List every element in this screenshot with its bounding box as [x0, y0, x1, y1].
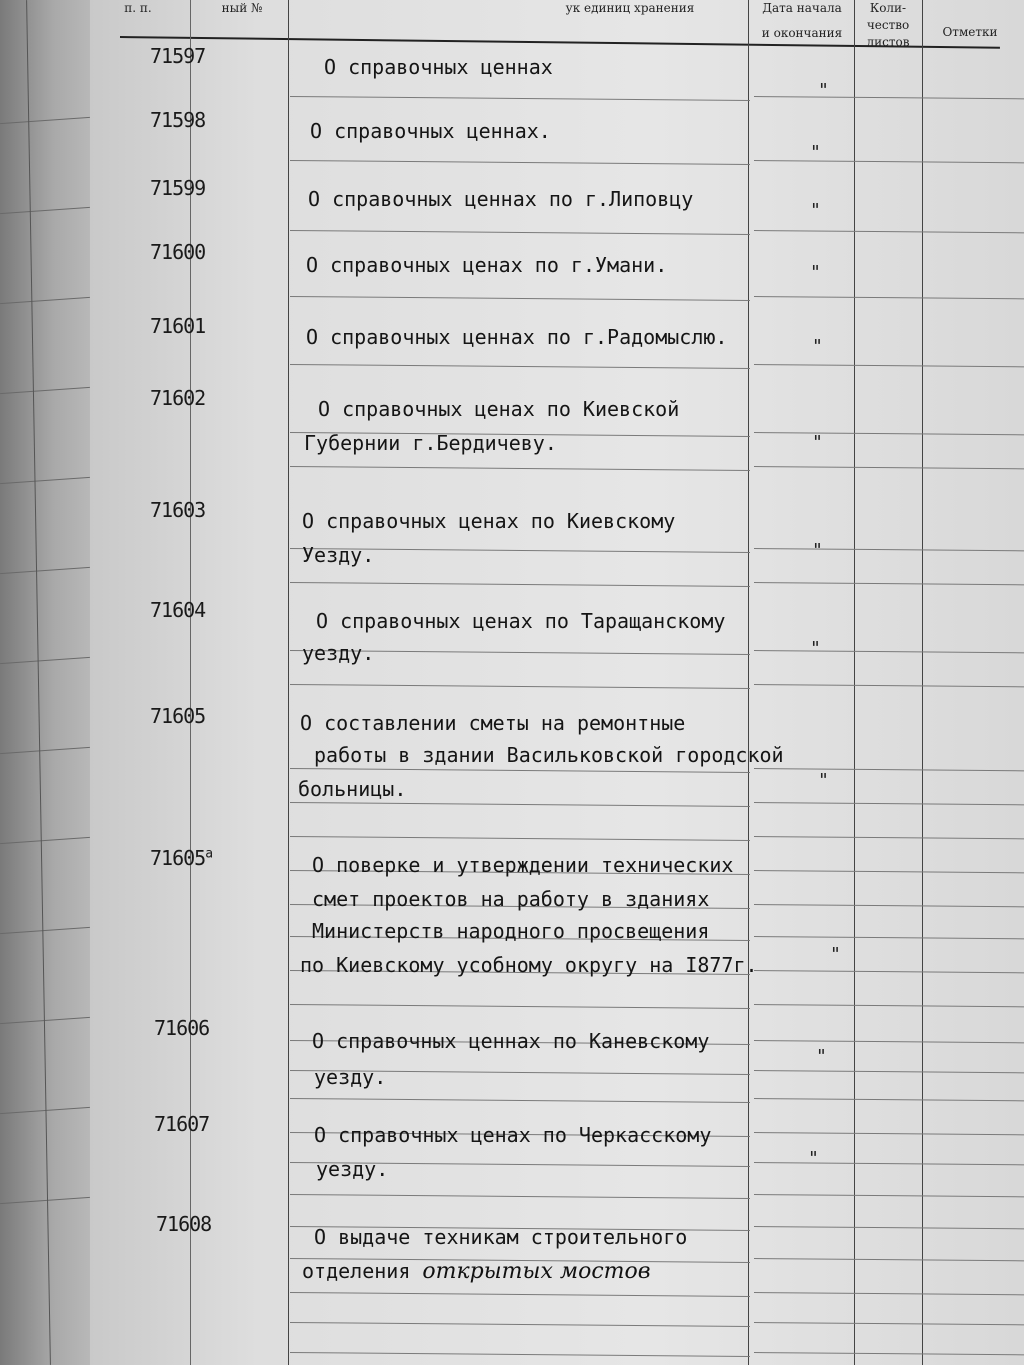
row-number-main: 71605	[150, 846, 206, 870]
header-dates-line2: и окончания	[761, 26, 843, 40]
row-description-line3: больницы.	[298, 777, 407, 801]
register-page	[90, 0, 1024, 1365]
ruled-line	[754, 836, 1024, 839]
row-description: О справочных ценнах по г.Радомыслю.	[306, 325, 728, 349]
ditto-mark: "	[808, 1148, 819, 1169]
ruled-line	[290, 230, 750, 235]
row-description: О справочных ценнах по г.Липовцу	[308, 187, 694, 211]
row-number: 71603	[150, 498, 206, 522]
ruled-line	[290, 836, 750, 841]
row-description: О справочных ценах по г.Умани.	[306, 253, 668, 277]
ruled-line	[754, 1162, 1024, 1165]
row-description-line1: О поверке и утверждении технических	[312, 853, 734, 877]
row-description-line1: О составлении сметы на ремонтные	[300, 711, 686, 735]
ruled-line	[754, 1194, 1024, 1197]
ruled-line	[290, 466, 750, 471]
ditto-mark: "	[812, 336, 823, 357]
ruled-line	[754, 904, 1024, 907]
header-sheets-line2: чество	[866, 18, 910, 32]
ruled-line	[754, 548, 1024, 551]
ruled-line	[290, 1098, 750, 1103]
row-number: 71597	[150, 44, 206, 68]
row-number: 71606	[154, 1016, 210, 1040]
col-divider-sheets	[922, 0, 923, 1365]
header-col-title: ук единиц хранения	[565, 1, 695, 15]
col-divider-title	[748, 0, 749, 1365]
ruled-line	[754, 582, 1024, 585]
row-number: 71600	[150, 240, 206, 264]
ditto-mark: "	[818, 770, 829, 791]
ruled-line	[754, 1040, 1024, 1043]
header-col-sheets	[856, 0, 920, 51]
col-divider-inventory	[288, 0, 289, 1365]
ruled-line	[290, 1004, 750, 1009]
ruled-line	[290, 296, 750, 301]
row-description: О справочных ценнах	[324, 55, 553, 79]
ruled-line	[754, 1226, 1024, 1229]
ruled-line	[290, 364, 750, 369]
col-divider-dates	[854, 0, 855, 1365]
ruled-line	[754, 1132, 1024, 1135]
ruled-line	[754, 870, 1024, 873]
ruled-line	[754, 1292, 1024, 1295]
ruled-line	[754, 768, 1024, 771]
row-number: 71608	[156, 1212, 212, 1236]
ruled-line	[754, 936, 1024, 939]
col-divider-number	[190, 0, 191, 1365]
row-description-line2: уезду.	[302, 641, 375, 665]
ruled-line	[290, 160, 750, 165]
row-description-line3: Министерств народного просвещения	[312, 919, 710, 943]
ditto-mark: "	[810, 142, 821, 163]
row-number-suffix: а	[205, 846, 213, 862]
ruled-line	[754, 230, 1024, 233]
header-col-dates	[750, 0, 854, 42]
row-number: 71601	[150, 314, 206, 338]
row-number: 71599	[150, 176, 206, 200]
ruled-line	[754, 684, 1024, 687]
ditto-mark: "	[812, 540, 823, 561]
ditto-mark: "	[810, 200, 821, 221]
ditto-mark: "	[818, 80, 829, 101]
row-description-line2: смет проектов на работу в зданиях	[312, 887, 710, 911]
header-col-number: п. п.	[124, 1, 152, 15]
row-description-line2: работы в здании Васильковской городской	[314, 743, 784, 767]
row-number	[150, 846, 212, 870]
row-number: 71598	[150, 108, 206, 132]
ditto-mark: "	[810, 262, 821, 283]
ruled-line	[754, 432, 1024, 435]
row-description: О справочных ценнах.	[310, 119, 551, 143]
row-number: 71604	[150, 598, 206, 622]
ruled-line	[754, 1352, 1024, 1355]
row-description-line1: О справочных ценах по Киевской	[318, 397, 680, 421]
ruled-line	[754, 1070, 1024, 1073]
ruled-line	[290, 1322, 750, 1327]
ruled-line	[754, 160, 1024, 163]
ruled-line	[290, 1194, 750, 1199]
ruled-line	[754, 296, 1024, 299]
row-description-line1: О справочных ценнах по Каневскому	[312, 1029, 710, 1053]
header-col-inventory: ный №	[221, 1, 263, 15]
ditto-mark: "	[830, 944, 841, 965]
row-description-line1: О справочных ценах по Таращанскому	[316, 609, 726, 633]
row-number: 71602	[150, 386, 206, 410]
row-description-line1: О справочных ценах по Киевскому	[302, 509, 676, 533]
ditto-mark: "	[810, 638, 821, 659]
row-description-line2: уезду.	[314, 1065, 387, 1089]
ruled-line	[754, 466, 1024, 469]
ruled-line	[754, 96, 1024, 99]
ruled-line	[754, 802, 1024, 805]
ruled-line	[754, 364, 1024, 367]
ditto-mark: "	[812, 432, 823, 453]
row-description-line2: Уезду.	[302, 543, 375, 567]
ruled-line	[754, 1004, 1024, 1007]
header-dates-line1: Дата начала	[762, 1, 842, 15]
typed-text: отделения	[302, 1259, 411, 1283]
ruled-line	[754, 1098, 1024, 1101]
header-sheets-line1: Коли-	[869, 1, 907, 15]
ruled-line	[754, 650, 1024, 653]
ruled-line	[290, 96, 750, 101]
row-description-line2	[302, 1254, 651, 1289]
ruled-line	[290, 1352, 750, 1357]
ruled-line	[754, 1322, 1024, 1325]
row-number: 71605	[150, 704, 206, 728]
ruled-line	[290, 1292, 750, 1297]
ruled-line	[754, 970, 1024, 973]
row-number: 71607	[154, 1112, 210, 1136]
row-description-line1: О справочных ценах по Черкасскому	[314, 1123, 712, 1147]
handwritten-annotation: открытых мостов	[422, 1259, 651, 1284]
row-description-line2: уезду.	[316, 1157, 389, 1181]
header-sheets-line3: листов	[866, 35, 910, 49]
ruled-line	[754, 1258, 1024, 1261]
row-description-line4: по Киевскому усобному округу на I877г.	[300, 953, 758, 977]
ruled-line	[290, 582, 750, 587]
ditto-mark: "	[816, 1046, 827, 1067]
previous-page-edge	[0, 0, 90, 1365]
header-col-notes: Отметки	[942, 25, 998, 39]
ruled-line	[290, 684, 750, 689]
row-description-line1: О выдаче техникам строительного	[314, 1225, 688, 1249]
row-description-line2: Губернии г.Бердичеву.	[304, 431, 557, 455]
